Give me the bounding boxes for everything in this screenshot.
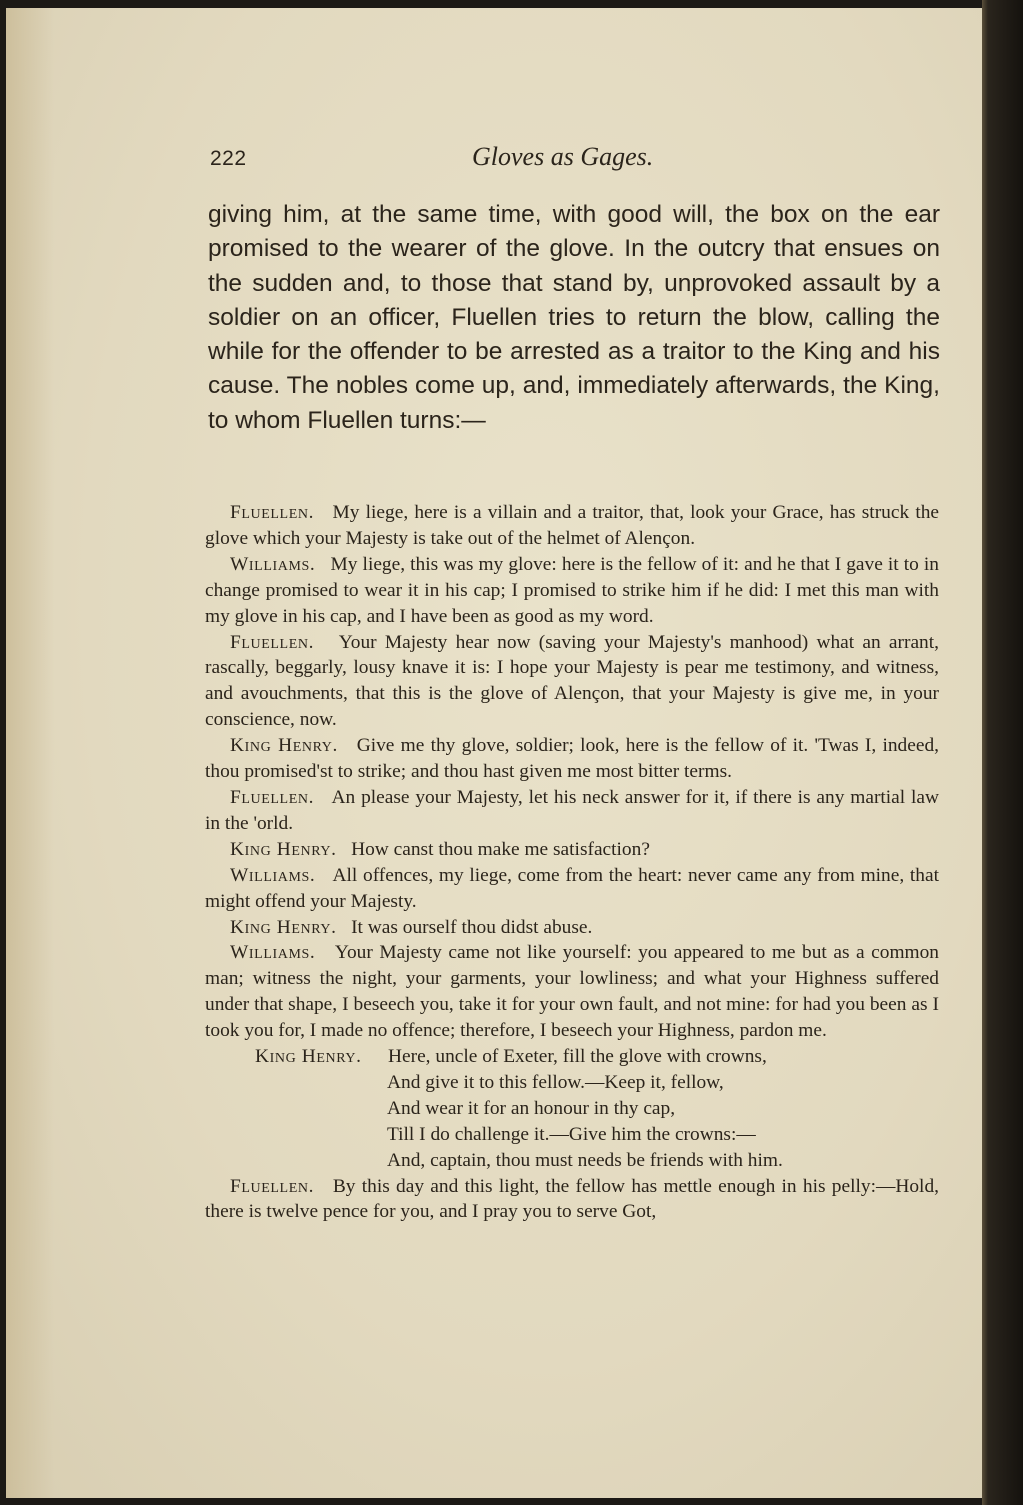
speaker-name: King Henry. bbox=[230, 735, 338, 757]
book-edge bbox=[982, 0, 1023, 1505]
speech bbox=[205, 785, 939, 837]
speech bbox=[205, 863, 939, 915]
speaker-name: Fluellen. bbox=[230, 502, 315, 523]
speech bbox=[205, 940, 939, 1044]
speech bbox=[205, 1174, 939, 1226]
speech bbox=[205, 500, 939, 552]
speech bbox=[205, 630, 939, 734]
verse-text: Here, uncle of Exeter, fill the glove with crowns, bbox=[388, 1046, 767, 1068]
speaker-name: Fluellen. bbox=[230, 1175, 315, 1197]
binding-gutter bbox=[6, 8, 54, 1498]
speech-text: An please your Majesty, let his neck answer for it, if there is any martial law in the 'orld. bbox=[205, 786, 939, 834]
speaker-name: King Henry. bbox=[255, 1046, 362, 1068]
speech-text: Your Majesty hear now (saving your Majesty's manhood) what an arrant, rascally, beggarly, lousy knave it is: I hope your Majesty is pear me testimony, and witness, and avouchments, that this is the glove of Alençon, that your Majesty is give me, in your conscience, now. bbox=[205, 631, 939, 731]
speaker-name: Fluellen. bbox=[230, 631, 315, 653]
speech bbox=[205, 552, 939, 630]
speaker-name: Fluellen. bbox=[230, 786, 315, 808]
verse-speech bbox=[205, 1044, 939, 1174]
verse-line: Till I do challenge it.—Give him the crowns:— bbox=[387, 1123, 756, 1145]
speech-text: My liege, this was my glove: here is the fellow of it: and he that I gave it to in change promised to wear it in his cap; I promised to strike him if he did: I met this man with my glove in his cap, and I have been as good as my word. bbox=[205, 553, 939, 627]
speaker-name: King Henry. bbox=[230, 916, 337, 938]
speech bbox=[205, 837, 939, 863]
speech-text: My liege, here is a villain and a traitor, that, look your Grace, has struck the glove which your Majesty is take out of the helmet of Alençon. bbox=[205, 502, 940, 549]
verse-line: And wear it for an honour in thy cap, bbox=[387, 1097, 676, 1119]
speech-text: It was ourself thou didst abuse. bbox=[351, 916, 593, 938]
speech-text: Your Majesty came not like yourself: you appeared to me but as a common man; witness the night, your garments, your lowliness; and what your Highness suffered under that shape, I beseech you, take it for your own fault, and not mine: for had you been as I took you for, I made no offence; therefore, I beseech your Highness, pardon me. bbox=[205, 942, 939, 1042]
speech-text: Give me thy glove, soldier; look, here is the fellow of it. 'Twas I, indeed, thou promised'st to strike; and thou hast given me most bitter terms. bbox=[205, 735, 940, 783]
speech-text: All offences, my liege, come from the heart: never came any from mine, that might offend your Majesty. bbox=[205, 864, 939, 912]
speech bbox=[205, 733, 939, 785]
speech-text: By this day and this light, the fellow has mettle enough in his pelly:—Hold, there is twelve pence for you, and I pray you to serve Got, bbox=[205, 1175, 939, 1223]
running-header bbox=[210, 142, 940, 182]
speaker-name: Williams. bbox=[230, 942, 316, 964]
speech-text: How canst thou make me satisfaction? bbox=[351, 838, 650, 860]
verse-line bbox=[205, 1044, 939, 1070]
speaker-name: Williams. bbox=[230, 864, 316, 886]
running-title: Gloves as Gages. bbox=[472, 142, 654, 171]
speech bbox=[205, 915, 939, 941]
speaker-name: Williams. bbox=[230, 553, 316, 575]
speaker-name: King Henry. bbox=[230, 838, 337, 860]
play-excerpt bbox=[205, 500, 939, 1225]
prose-paragraph bbox=[208, 198, 940, 438]
prose-text: giving him, at the same time, with good will, the box on the ear promised to the wearer of the glove. In the outcry that ensues on the sudden and, to those that stand by, unprovoked assault by a soldier on an officer, Fluellen tries to return the blow, calling the while for the offender to be arrested as a traitor to the King and his cause. The nobles come up, and, immediately afterwards, the King, to whom Fluellen turns:— bbox=[208, 201, 940, 434]
page-number: 222 bbox=[210, 147, 247, 170]
verse-line: And, captain, thou must needs be friends with him. bbox=[387, 1149, 783, 1171]
verse-line: And give it to this fellow.—Keep it, fellow, bbox=[387, 1071, 724, 1093]
